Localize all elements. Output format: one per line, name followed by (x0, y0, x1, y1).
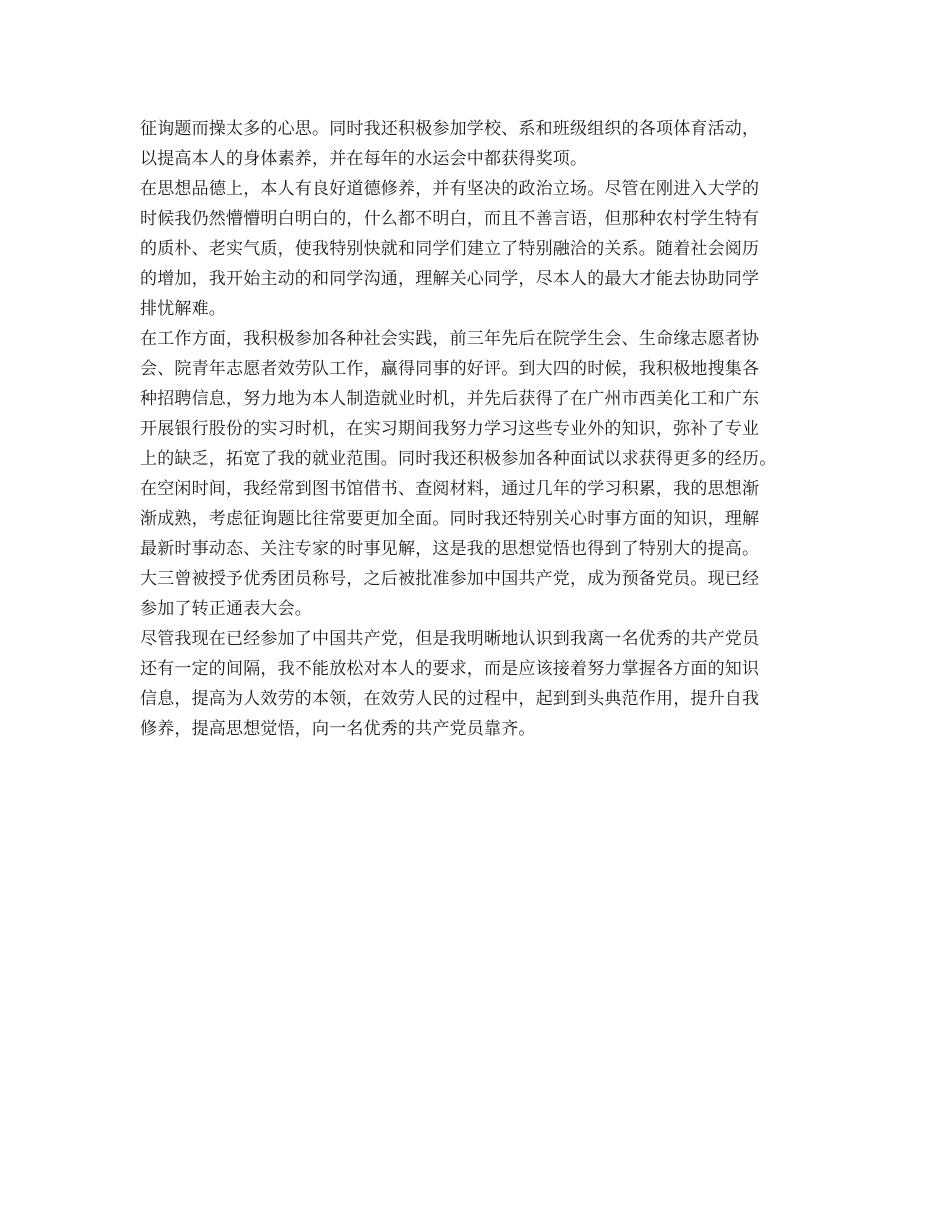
text-line: 最新时事动态、关注专家的时事见解，这是我的思想觉悟也得到了特别大的提高。 (140, 539, 760, 559)
text-line: 排忧解难。 (140, 299, 226, 319)
text-line: 修养，提高思想觉悟，向一名优秀的共产党员靠齐。 (140, 719, 536, 739)
text-line: 以提高本人的身体素养，并在每年的水运会中都获得奖项。 (140, 149, 588, 169)
text-line: 信息，提高为人效劳的本领，在效劳人民的过程中，起到到头典范作用，提升自我 (140, 689, 760, 709)
text-line: 时候我仍然懵懵明白明白的，什么都不明白，而且不善言语，但那种农村学生特有 (140, 209, 760, 229)
text-line: 的质朴、老实气质，使我特别快就和同学们建立了特别融洽的关系。随着社会阅历 (140, 239, 760, 259)
text-line: 在空闲时间，我经常到图书馆借书、查阅材料，通过几年的学习积累，我的思想渐 (140, 479, 760, 499)
text-line: 参加了转正通表大会。 (140, 599, 312, 619)
text-line: 还有一定的间隔，我不能放松对本人的要求，而是应该接着努力掌握各方面的知识 (140, 659, 760, 679)
text-line: 在思想品德上，本人有良好道德修养，并有坚决的政治立场。尽管在刚进入大学的 (140, 179, 760, 199)
text-line: 渐成熟，考虑征询题比往常要更加全面。同时我还特别关心时事方面的知识，理解 (140, 509, 760, 529)
text-line: 征询题而操太多的心思。同时我还积极参加学校、系和班级组织的各项体育活动， (140, 119, 760, 139)
text-line: 种招聘信息，努力地为本人制造就业时机，并先后获得了在广州市西美化工和广东 (140, 389, 760, 409)
text-line: 会、院青年志愿者效劳队工作，赢得同事的好评。到大四的时候，我积极地搜集各 (140, 359, 760, 379)
text-line: 的增加，我开始主动的和同学沟通，理解关心同学，尽本人的最大才能去协助同学 (140, 269, 760, 289)
text-line: 上的缺乏，拓宽了我的就业范围。同时我还积极参加各种面试以求获得更多的经历。 (140, 449, 777, 469)
text-line: 在工作方面，我积极参加各种社会实践，前三年先后在院学生会、生命缘志愿者协 (140, 329, 760, 349)
text-line: 开展银行股份的实习时机，在实习期间我努力学习这些专业外的知识，弥补了专业 (140, 419, 760, 439)
text-line: 尽管我现在已经参加了中国共产党，但是我明晰地认识到我离一名优秀的共产党员 (140, 629, 760, 649)
text-line: 大三曾被授予优秀团员称号，之后被批准参加中国共产党，成为预备党员。现已经 (140, 569, 760, 589)
body-text (140, 114, 830, 744)
